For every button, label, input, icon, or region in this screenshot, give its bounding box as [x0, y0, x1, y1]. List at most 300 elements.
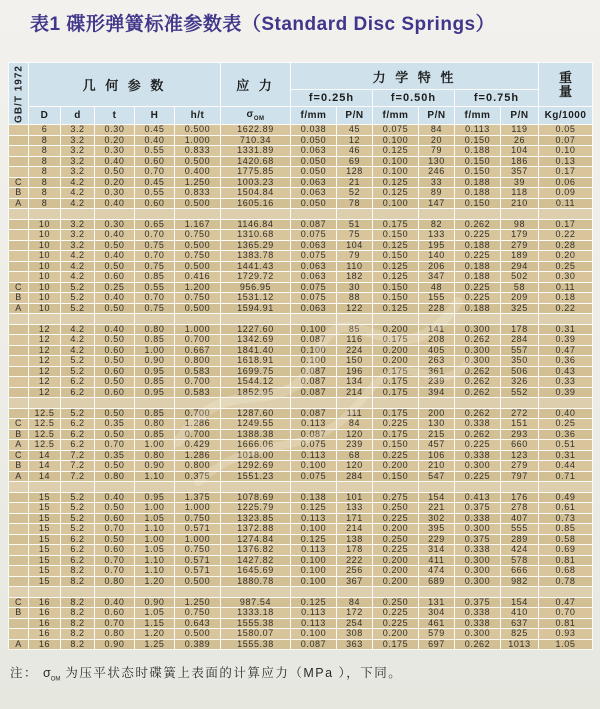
data-cell: 7.2 [61, 450, 95, 461]
data-cell: 0.300 [455, 324, 501, 335]
data-cell: 0.275 [373, 492, 419, 503]
data-cell: 1441.43 [221, 261, 291, 272]
data-cell: 347 [419, 272, 455, 283]
data-cell: 8.2 [61, 608, 95, 619]
separator-cell [175, 587, 221, 598]
separator-cell [539, 587, 593, 598]
data-cell: 8.2 [61, 618, 95, 629]
data-cell: 138 [337, 534, 373, 545]
data-cell: 0.175 [373, 335, 419, 346]
data-cell: 0.750 [175, 251, 221, 262]
data-cell: 171 [337, 513, 373, 524]
data-cell: 0.225 [455, 471, 501, 482]
data-cell: 0.075 [291, 440, 337, 451]
table-row [9, 576, 593, 587]
data-cell: 0.050 [291, 135, 337, 146]
data-cell: 89 [419, 188, 455, 199]
data-cell: 1333.18 [221, 608, 291, 619]
data-cell: 15 [29, 492, 61, 503]
data-cell: 0.225 [373, 419, 419, 430]
data-cell: 0.188 [455, 177, 501, 188]
page-title: 表1 碟形弹簧标准参数表（Standard Disc Springs） [30, 14, 496, 35]
data-cell: 0.150 [455, 167, 501, 178]
table-row [9, 188, 593, 199]
series-class-cell [9, 629, 29, 640]
separator-cell [61, 398, 95, 409]
table-row [9, 282, 593, 293]
data-cell: 0.075 [291, 282, 337, 293]
separator-cell [373, 209, 419, 220]
data-cell: 1420.68 [221, 156, 291, 167]
data-cell: 12 [29, 324, 61, 335]
data-cell: 294 [501, 261, 539, 272]
table-row [9, 408, 593, 419]
data-cell: 16 [29, 639, 61, 650]
table-row [9, 198, 593, 209]
data-cell: 0.125 [291, 503, 337, 514]
data-cell: 0.188 [455, 146, 501, 157]
data-cell: 552 [501, 387, 539, 398]
data-cell: 308 [337, 629, 373, 640]
separator-cell [291, 398, 337, 409]
data-cell: 5.2 [61, 282, 95, 293]
data-cell: 405 [419, 345, 455, 356]
data-cell: 304 [419, 608, 455, 619]
data-cell: 1310.68 [221, 230, 291, 241]
data-cell: 0.125 [373, 146, 419, 157]
data-cell: 263 [419, 356, 455, 367]
sigma-subscript: OM [253, 116, 265, 122]
series-class-cell: C [9, 419, 29, 430]
data-cell: 1.00 [135, 534, 175, 545]
data-cell: 0.583 [175, 387, 221, 398]
separator-cell [455, 209, 501, 220]
data-cell: 0.175 [373, 639, 419, 650]
data-cell: 4.2 [61, 251, 95, 262]
data-cell: 0.55 [135, 188, 175, 199]
table-row [9, 608, 593, 619]
data-cell: 457 [419, 440, 455, 451]
data-cell: 104 [501, 146, 539, 157]
data-cell: 1580.07 [221, 629, 291, 640]
data-cell: 15 [29, 576, 61, 587]
data-cell: 84 [337, 419, 373, 430]
standard-label-cell [9, 63, 29, 125]
separator-cell [135, 398, 175, 409]
data-cell: 0.70 [95, 440, 135, 451]
data-cell: 1622.89 [221, 125, 291, 136]
data-cell: 1.167 [175, 219, 221, 230]
data-cell: 0.063 [291, 261, 337, 272]
data-cell: 0.80 [95, 576, 135, 587]
header-stress: 应 力 [221, 63, 291, 107]
data-cell: 0.40 [95, 251, 135, 262]
header-weight-line1: 重 [558, 69, 572, 85]
data-cell: 367 [337, 576, 373, 587]
data-cell: 8 [29, 177, 61, 188]
data-cell: 186 [501, 156, 539, 167]
data-cell: 0.90 [95, 639, 135, 650]
data-cell: 0.60 [95, 513, 135, 524]
data-cell: 51 [337, 219, 373, 230]
data-cell: 361 [419, 366, 455, 377]
data-cell: 79 [419, 146, 455, 157]
data-cell: 0.150 [455, 156, 501, 167]
data-cell: 12.5 [29, 408, 61, 419]
data-cell: 350 [501, 356, 539, 367]
data-cell: 0.200 [373, 629, 419, 640]
data-cell: 85 [337, 324, 373, 335]
series-class-cell: B [9, 429, 29, 440]
data-cell: 0.500 [175, 629, 221, 640]
data-cell: 0.50 [95, 377, 135, 388]
data-cell: 12.5 [29, 429, 61, 440]
data-cell: 0.90 [135, 597, 175, 608]
data-cell: 0.80 [95, 629, 135, 640]
data-cell: 7.2 [61, 461, 95, 472]
data-cell: 16 [29, 618, 61, 629]
separator-cell [175, 314, 221, 325]
header-row-columns [9, 107, 593, 125]
data-cell: 1292.69 [221, 461, 291, 472]
table-row [9, 324, 593, 335]
data-cell: 0.40 [95, 156, 135, 167]
data-cell: 154 [419, 492, 455, 503]
table-row [9, 177, 593, 188]
separator-cell [95, 587, 135, 598]
data-cell: 0.413 [455, 492, 501, 503]
series-class-cell [9, 377, 29, 388]
data-cell: 579 [419, 629, 455, 640]
data-cell: 0.125 [373, 177, 419, 188]
data-cell: 1342.69 [221, 335, 291, 346]
data-cell: 0.90 [135, 461, 175, 472]
data-cell: 46 [337, 146, 373, 157]
data-cell: 10 [29, 272, 61, 283]
data-cell: 0.750 [175, 608, 221, 619]
data-cell: 474 [419, 566, 455, 577]
data-cell: 1003.23 [221, 177, 291, 188]
table-header [9, 63, 593, 125]
series-class-cell [9, 408, 29, 419]
series-class-cell [9, 251, 29, 262]
data-cell: 0.70 [95, 555, 135, 566]
col-header-f3: f/mm [455, 107, 501, 125]
data-cell: 1.20 [135, 629, 175, 640]
separator-cell [221, 482, 291, 493]
data-cell: 0.10 [539, 146, 593, 157]
data-cell: 0.750 [175, 293, 221, 304]
data-cell: 0.262 [455, 377, 501, 388]
data-cell: 1018.00 [221, 450, 291, 461]
data-cell: 1699.75 [221, 366, 291, 377]
data-cell: 0.30 [539, 272, 593, 283]
data-cell: 8.2 [61, 639, 95, 650]
data-cell: 0.60 [135, 198, 175, 209]
series-class-cell [9, 524, 29, 535]
data-cell: 0.375 [455, 534, 501, 545]
table-row [9, 429, 593, 440]
data-cell: 0.85 [135, 377, 175, 388]
separator-cell [95, 482, 135, 493]
data-cell: 0.30 [95, 125, 135, 136]
data-cell: 0.100 [373, 135, 419, 146]
data-cell: 0.30 [95, 188, 135, 199]
data-cell: 1287.60 [221, 408, 291, 419]
separator-cell [539, 482, 593, 493]
col-header-ht: h/t [175, 107, 221, 125]
data-cell: 8 [29, 156, 61, 167]
data-cell: 0.750 [175, 513, 221, 524]
data-cell: 0.50 [95, 461, 135, 472]
data-cell: 0.175 [373, 219, 419, 230]
data-cell: 0.47 [539, 345, 593, 356]
data-cell: 6.2 [61, 429, 95, 440]
data-cell: 256 [337, 566, 373, 577]
data-cell: 0.17 [539, 219, 593, 230]
group-separator-row [9, 209, 593, 220]
col-header-d: d [61, 107, 95, 125]
data-cell: 7.2 [61, 471, 95, 482]
col-header-f1: f/mm [291, 107, 337, 125]
header-row-sections [9, 63, 593, 90]
data-cell: 140 [419, 251, 455, 262]
data-cell: 0.125 [373, 261, 419, 272]
separator-cell [29, 314, 61, 325]
series-class-cell [9, 272, 29, 283]
data-cell: 0.250 [373, 597, 419, 608]
data-cell: 0.087 [291, 366, 337, 377]
data-cell: 1.000 [175, 135, 221, 146]
data-cell: 3.2 [61, 167, 95, 178]
col-header-D: D [29, 107, 61, 125]
data-cell: 0.100 [373, 167, 419, 178]
separator-cell [221, 398, 291, 409]
data-cell: 189 [501, 251, 539, 262]
data-cell: 0.35 [95, 419, 135, 430]
series-class-cell [9, 566, 29, 577]
data-cell: 8 [29, 135, 61, 146]
data-cell: 697 [419, 639, 455, 650]
data-cell: 0.78 [539, 576, 593, 587]
data-cell: 0.063 [291, 272, 337, 283]
data-cell: 0.262 [455, 335, 501, 346]
data-cell: 0.35 [95, 450, 135, 461]
table-row [9, 461, 593, 472]
data-cell: 1.10 [135, 555, 175, 566]
data-cell: 5.2 [61, 513, 95, 524]
data-cell: 1249.55 [221, 419, 291, 430]
data-cell: 0.075 [291, 471, 337, 482]
data-cell: 0.05 [539, 125, 593, 136]
data-cell: 10 [29, 251, 61, 262]
data-cell: 0.50 [95, 356, 135, 367]
data-cell: 825 [501, 629, 539, 640]
series-class-cell [9, 146, 29, 157]
data-cell: 5.2 [61, 408, 95, 419]
data-cell: 195 [419, 240, 455, 251]
data-cell: 10 [29, 240, 61, 251]
table-row [9, 135, 593, 146]
separator-cell [175, 398, 221, 409]
data-cell: 123 [501, 450, 539, 461]
data-cell: 0.338 [455, 419, 501, 430]
data-cell: 272 [501, 408, 539, 419]
data-cell: 15 [29, 513, 61, 524]
data-cell: 4.2 [61, 272, 95, 283]
data-cell: 0.113 [291, 450, 337, 461]
data-cell: 0.60 [95, 545, 135, 556]
data-cell: 0.100 [291, 461, 337, 472]
data-cell: 88 [337, 293, 373, 304]
data-cell: 1331.89 [221, 146, 291, 157]
group-separator-row [9, 587, 593, 598]
data-cell: 1.00 [135, 440, 175, 451]
data-cell: 0.100 [291, 524, 337, 535]
data-cell: 6.2 [61, 534, 95, 545]
data-cell: 1618.91 [221, 356, 291, 367]
data-cell: 0.188 [455, 261, 501, 272]
header-geometry: 几 何 参 数 [29, 63, 221, 107]
standard-label: GB/T 1972 [13, 64, 24, 123]
data-cell: 0.81 [539, 618, 593, 629]
data-cell: 3.2 [61, 230, 95, 241]
data-cell: 1645.69 [221, 566, 291, 577]
data-cell: 200 [419, 408, 455, 419]
data-cell: 0.700 [175, 335, 221, 346]
data-cell: 1372.88 [221, 524, 291, 535]
separator-cell [337, 209, 373, 220]
data-cell: 221 [419, 503, 455, 514]
data-cell: 0.262 [455, 408, 501, 419]
data-cell: 0.500 [175, 125, 221, 136]
table-row [9, 503, 593, 514]
series-class-cell [9, 324, 29, 335]
data-cell: 0.300 [455, 356, 501, 367]
table-row [9, 471, 593, 482]
data-cell: 0.150 [373, 471, 419, 482]
table-row [9, 618, 593, 629]
data-cell: 79 [337, 251, 373, 262]
data-cell: 0.69 [539, 545, 593, 556]
series-class-cell: A [9, 639, 29, 650]
data-cell: 547 [419, 471, 455, 482]
data-cell: 48 [419, 282, 455, 293]
table-row [9, 545, 593, 556]
data-cell: 0.20 [539, 251, 593, 262]
data-cell: 0.250 [373, 534, 419, 545]
data-cell: 0.31 [539, 450, 593, 461]
data-cell: 0.36 [539, 429, 593, 440]
data-cell: 120 [337, 461, 373, 472]
data-cell: 0.50 [95, 303, 135, 314]
data-cell: 982 [501, 576, 539, 587]
separator-cell [221, 587, 291, 598]
separator-cell [539, 398, 593, 409]
table-row [9, 293, 593, 304]
footnote-text: 为压平状态时碟簧上表面的计算应力（MPa ），下同。 [65, 666, 403, 680]
data-cell: 0.063 [291, 146, 337, 157]
separator-cell [373, 482, 419, 493]
data-cell: 12.5 [29, 440, 61, 451]
data-cell: 278 [501, 503, 539, 514]
data-cell: 0.262 [455, 387, 501, 398]
data-cell: 0.100 [291, 555, 337, 566]
data-cell: 3.2 [61, 219, 95, 230]
separator-cell [539, 209, 593, 220]
data-cell: 0.500 [175, 576, 221, 587]
col-header-p1: P/N [337, 107, 373, 125]
data-cell: 8.2 [61, 629, 95, 640]
data-cell: 1376.82 [221, 545, 291, 556]
data-cell: 0.31 [539, 324, 593, 335]
table-row [9, 303, 593, 314]
separator-cell [29, 482, 61, 493]
table-row [9, 240, 593, 251]
page [0, 9, 600, 683]
data-cell: 0.60 [95, 345, 135, 356]
separator-cell [455, 587, 501, 598]
footnote-prefix: 注： [10, 666, 39, 680]
data-cell: 134 [337, 377, 373, 388]
data-cell: 0.500 [175, 156, 221, 167]
data-cell: 45 [337, 125, 373, 136]
data-cell: 0.375 [455, 503, 501, 514]
data-cell: 0.60 [135, 156, 175, 167]
data-cell: 154 [501, 597, 539, 608]
data-cell: 215 [419, 429, 455, 440]
separator-cell [419, 314, 455, 325]
data-cell: 279 [501, 461, 539, 472]
data-cell: 12.5 [29, 419, 61, 430]
data-cell: 12 [29, 366, 61, 377]
data-cell: 0.125 [373, 272, 419, 283]
data-cell: 155 [419, 293, 455, 304]
data-cell: 0.85 [135, 429, 175, 440]
header-f050: f=0.50h [373, 90, 455, 107]
data-cell: 0.06 [539, 177, 593, 188]
data-cell: 0.40 [95, 324, 135, 335]
series-class-cell: B [9, 461, 29, 472]
data-cell: 0.90 [135, 356, 175, 367]
data-cell: 0.338 [455, 450, 501, 461]
data-cell: 0.225 [455, 230, 501, 241]
data-cell: 0.075 [291, 251, 337, 262]
data-cell: 0.55 [135, 282, 175, 293]
data-cell: 0.125 [373, 240, 419, 251]
data-cell: 10 [29, 293, 61, 304]
data-cell: 21 [337, 177, 373, 188]
data-cell: 0.95 [135, 492, 175, 503]
data-cell: 0.063 [291, 303, 337, 314]
data-cell: 39 [501, 177, 539, 188]
data-cell: 279 [501, 240, 539, 251]
separator-cell [29, 398, 61, 409]
data-cell: 1.375 [175, 492, 221, 503]
separator-cell [419, 209, 455, 220]
data-cell: 1.15 [135, 618, 175, 629]
separator-cell [175, 209, 221, 220]
data-cell: 0.200 [373, 345, 419, 356]
data-cell: 0.50 [95, 335, 135, 346]
data-cell: 206 [419, 261, 455, 272]
data-cell: 0.571 [175, 524, 221, 535]
data-cell: 0.400 [175, 167, 221, 178]
data-cell: 395 [419, 524, 455, 535]
data-cell: 130 [419, 419, 455, 430]
series-class-cell [9, 135, 29, 146]
data-cell: 0.225 [373, 513, 419, 524]
